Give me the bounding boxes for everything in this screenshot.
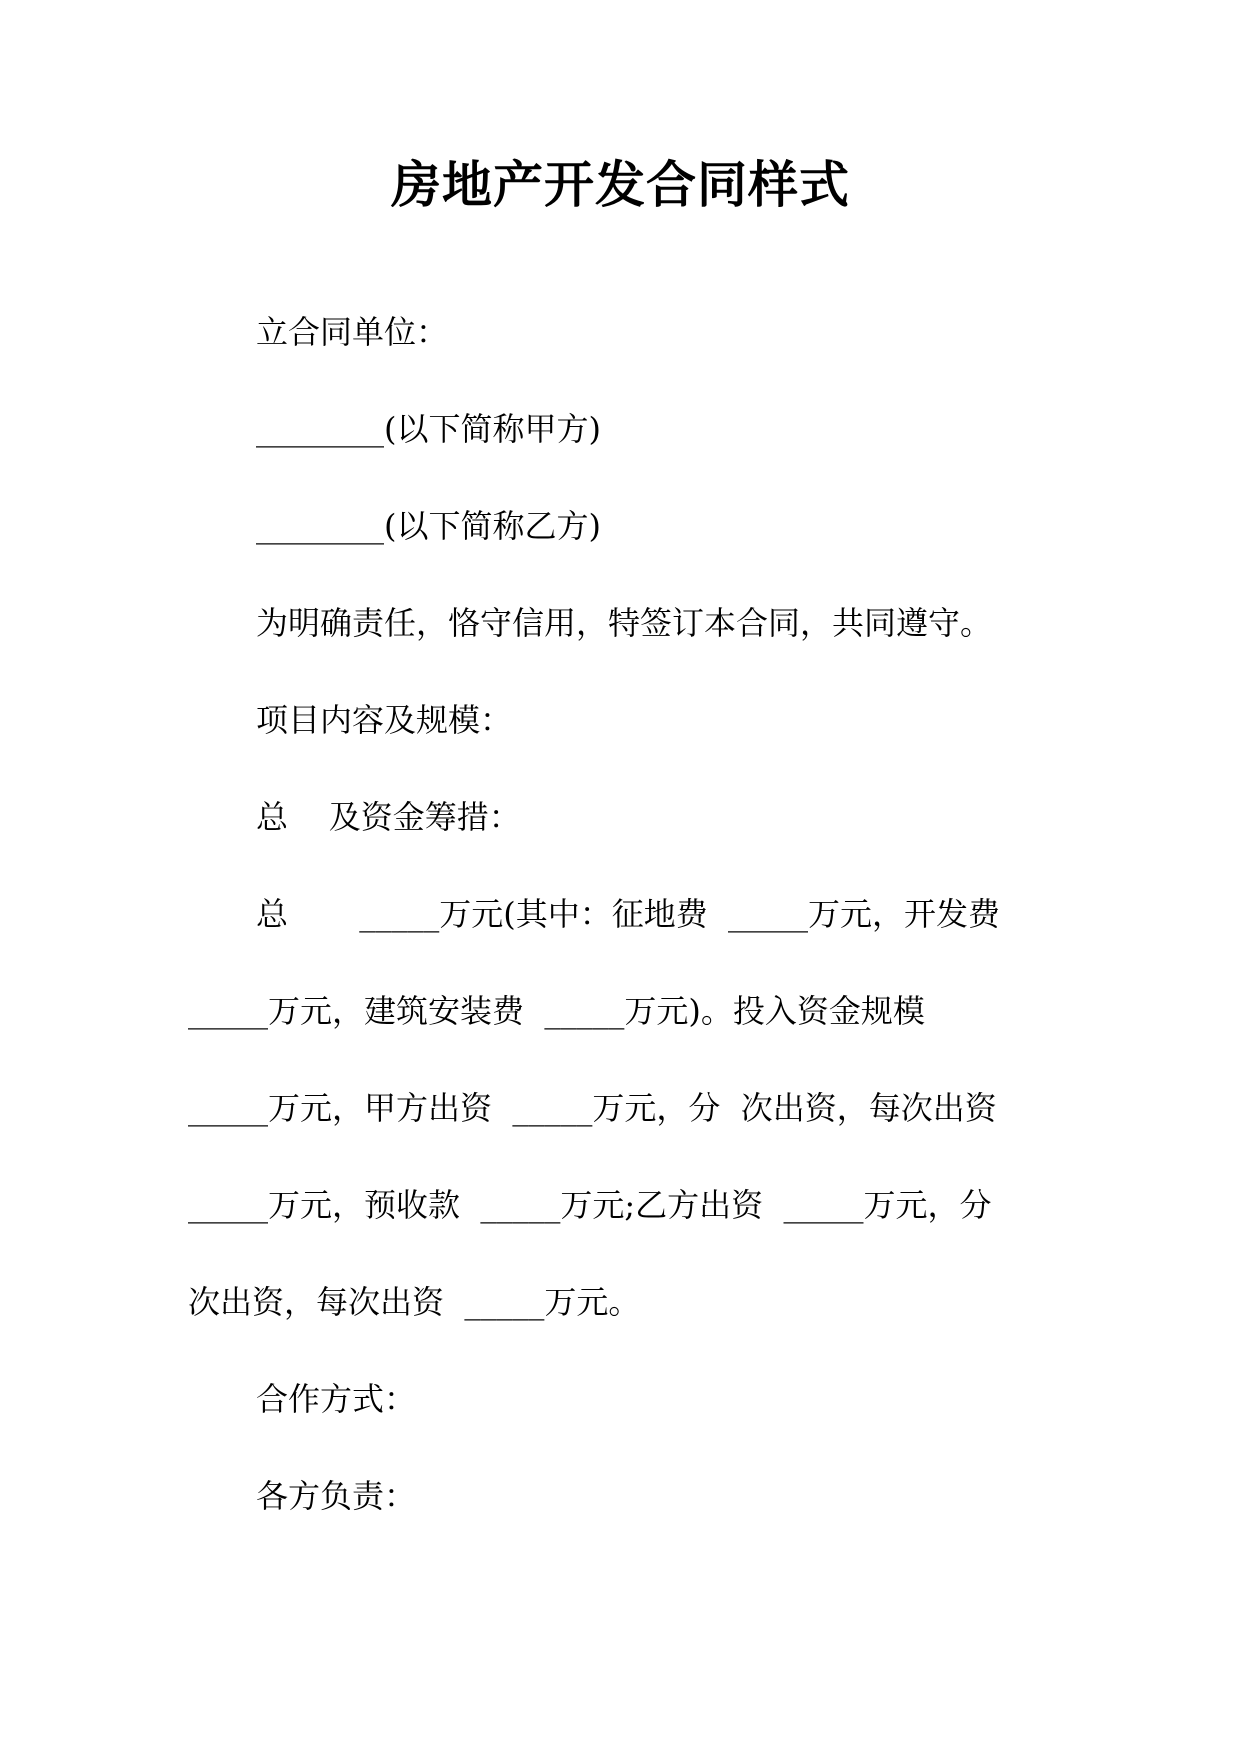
investment-line-5: 次出资，每次出资 _____万元。 (188, 1283, 641, 1321)
preamble-text: 为明确责任，恪守信用，特签订本合同，共同遵守。 (256, 604, 993, 642)
investment-line-1: 总 _____万元(其中：征地费 _____万元，开发费 (256, 895, 1001, 933)
investment-line-2: _____万元，建筑安装费 _____万元)。投入资金规模 (188, 992, 925, 1030)
contract-parties-label: 立合同单位： (256, 313, 449, 351)
investment-line-4: _____万元，预收款 _____万元;乙方出资 _____万元，分 (188, 1186, 992, 1224)
funding-label: 总 及资金筹措： (256, 798, 521, 836)
project-scope-label: 项目内容及规模： (256, 701, 513, 739)
party-b-line: ________(以下简称乙方) (256, 507, 601, 545)
document-title: 房地产开发合同样式 (391, 156, 850, 214)
cooperation-method-label: 合作方式： (256, 1380, 417, 1418)
party-a-line: ________(以下简称甲方) (256, 410, 601, 448)
responsibilities-label: 各方负责： (256, 1477, 417, 1515)
investment-line-3: _____万元，甲方出资 _____万元，分 次出资，每次出资 (188, 1089, 997, 1127)
